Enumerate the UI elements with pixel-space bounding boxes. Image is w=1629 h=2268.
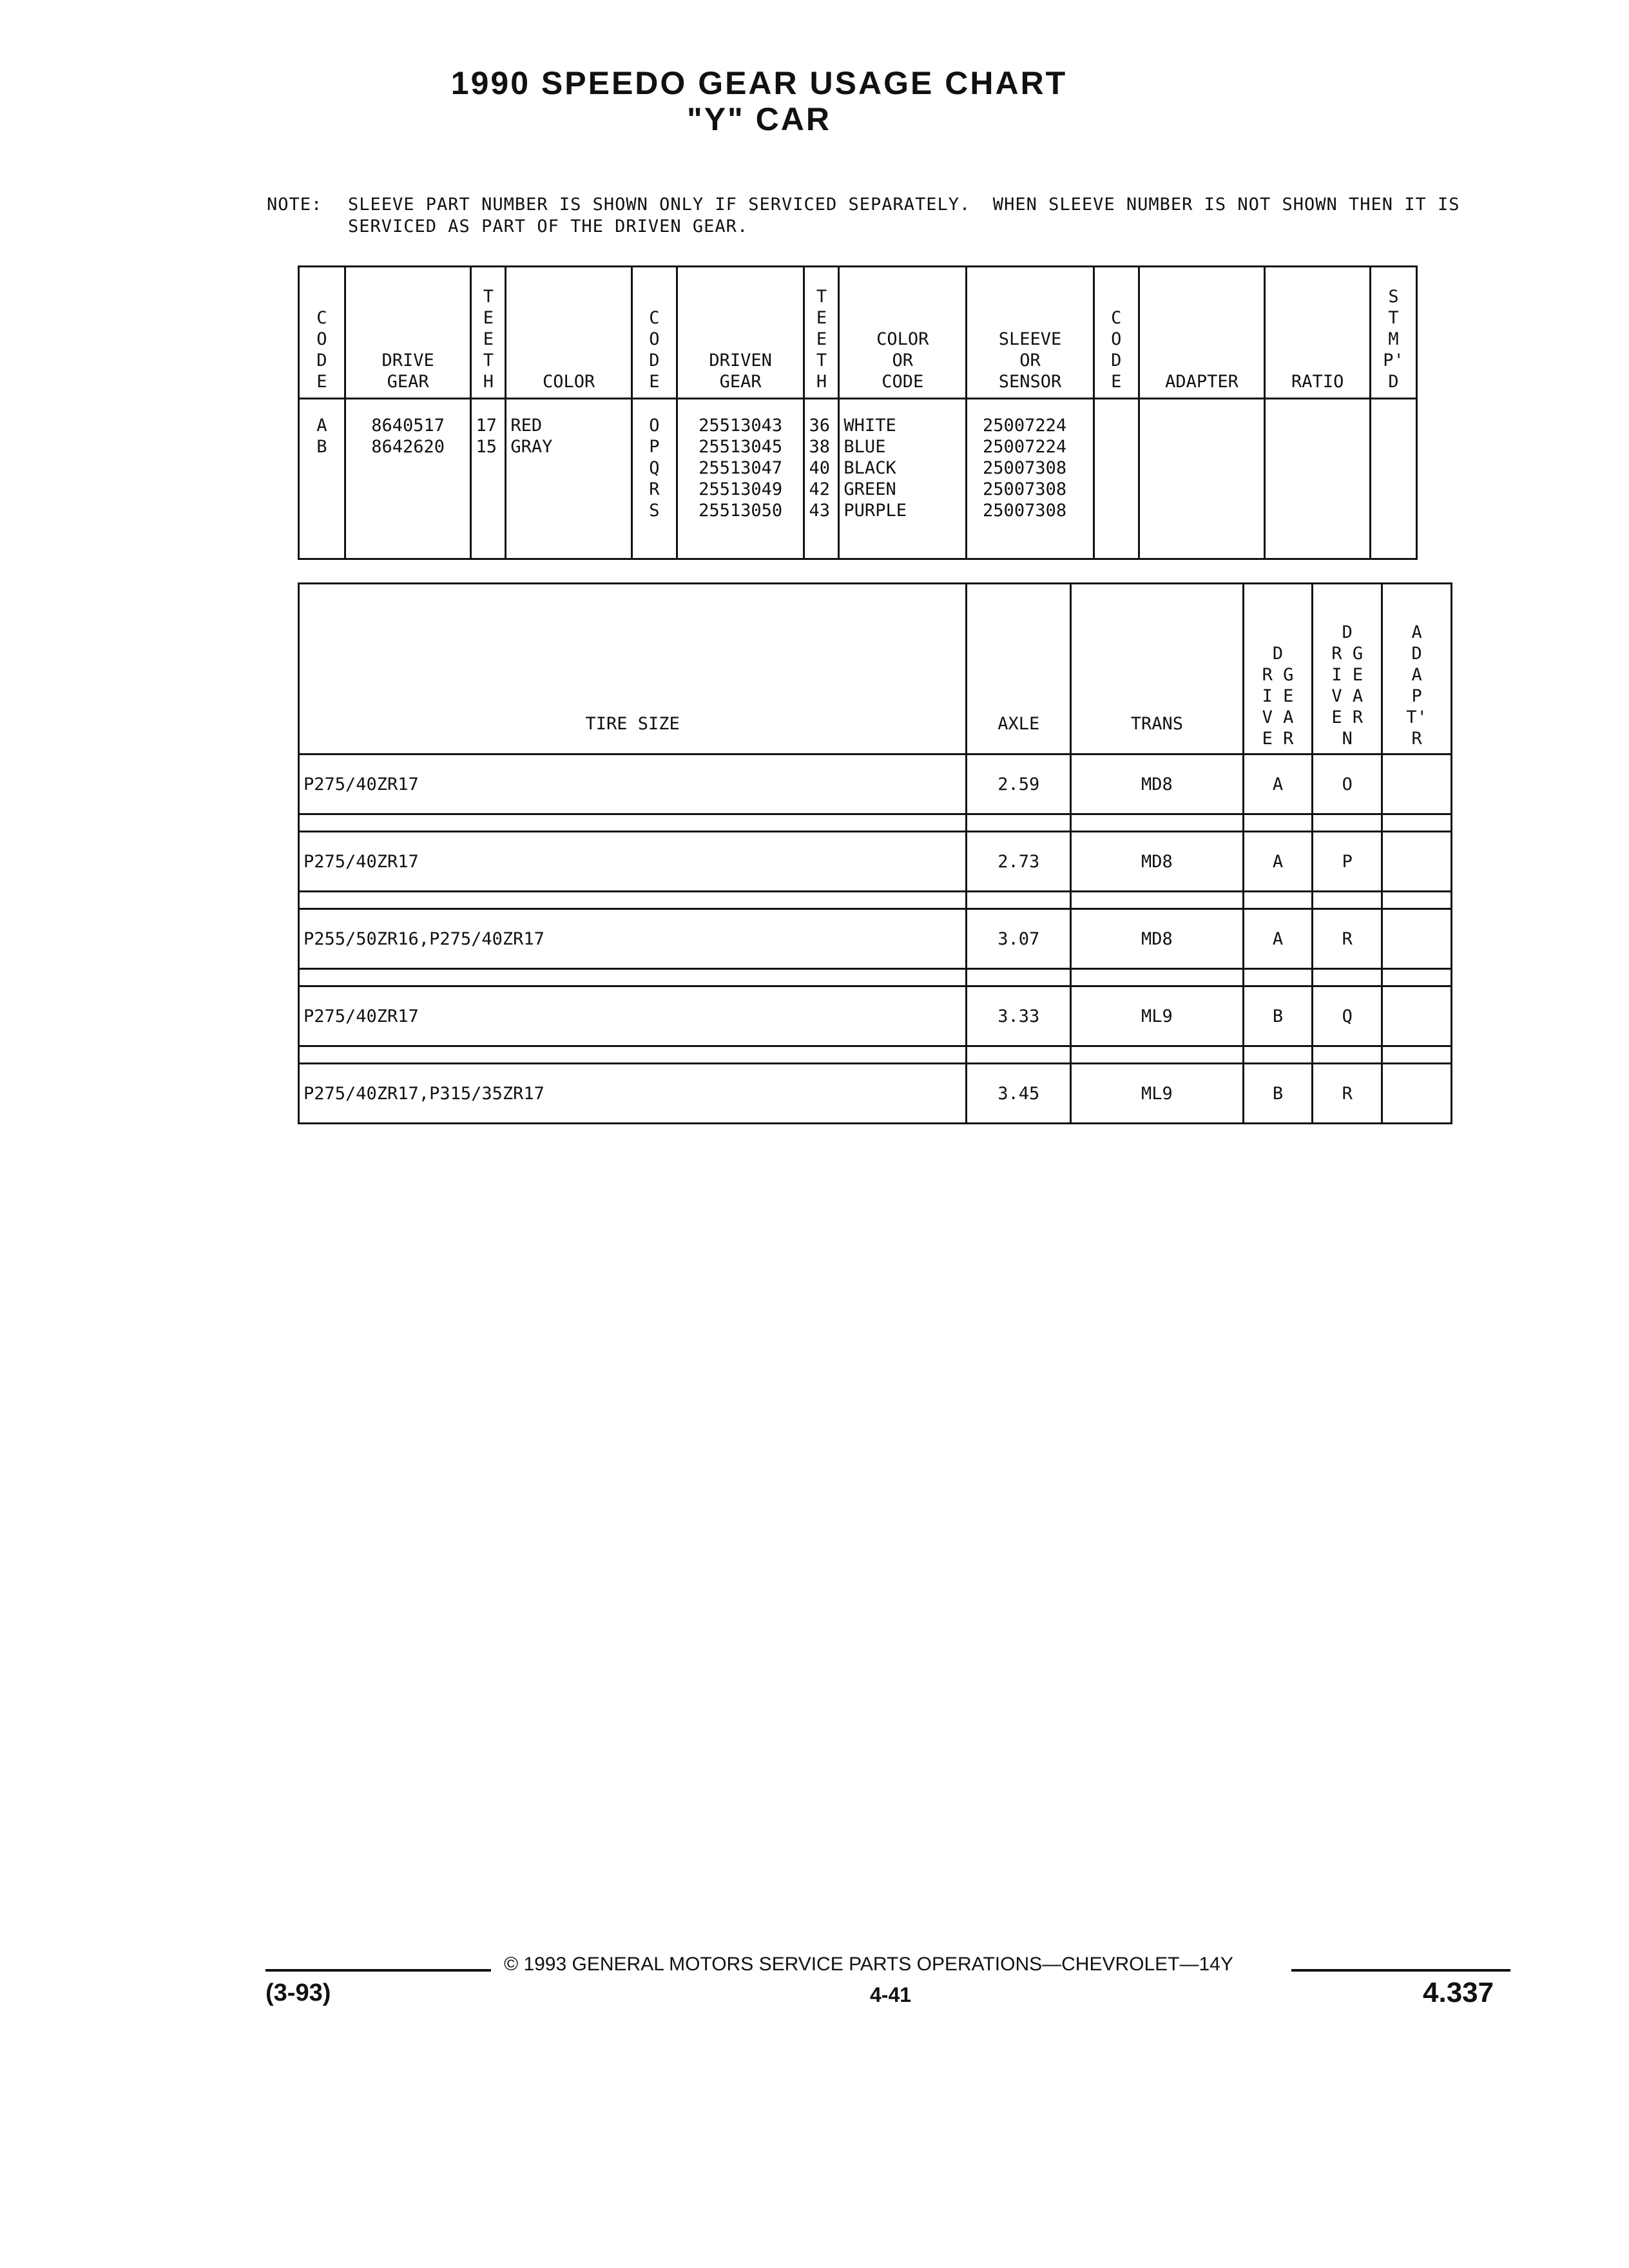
spacer-cell xyxy=(967,1046,1071,1064)
trans-cell: MD8 xyxy=(1071,909,1244,969)
header-trans: TRANS xyxy=(1071,584,1244,754)
header-driven-gear-code: D R G I E V A E R N xyxy=(1313,584,1382,754)
footer-copyright: © 1993 GENERAL MOTORS SERVICE PARTS OPERATIONS—CHEVROLET—14Y xyxy=(504,1954,1233,1975)
footer-date-code: (3-93) xyxy=(265,1979,331,2006)
footer-rule-right xyxy=(1291,1969,1510,1972)
footer-section-number: 4.337 xyxy=(1423,1977,1494,2008)
drive-gear-code-cell: A xyxy=(1243,832,1313,892)
header-code-driven: C O D E xyxy=(631,267,677,399)
axle-cell: 2.59 xyxy=(967,754,1071,814)
trans-cell: ML9 xyxy=(1071,1064,1244,1124)
drive-gear-code-cell: B xyxy=(1243,986,1313,1046)
tire-size-cell: P275/40ZR17 xyxy=(299,832,967,892)
axle-cell: 3.07 xyxy=(967,909,1071,969)
header-drive-gear-code: D R G I E V A E R xyxy=(1243,584,1313,754)
sleeve-numbers: 25007224 25007224 25007308 25007308 25007308 xyxy=(967,399,1094,559)
row-spacer xyxy=(299,892,1452,909)
adapter-code-cell xyxy=(1382,754,1452,814)
driven-colors: WHITE BLUE BLACK GREEN PURPLE xyxy=(839,399,967,559)
spacer-cell xyxy=(1243,1046,1313,1064)
tire-table xyxy=(298,582,1452,1124)
header-driven-gear: DRIVEN GEAR xyxy=(677,267,804,399)
table-row xyxy=(299,909,1452,969)
adapter-codes xyxy=(1094,399,1139,559)
header-teeth: T E E T H xyxy=(471,267,506,399)
gear-header-row xyxy=(299,267,1417,399)
footer-rule-left xyxy=(265,1969,491,1972)
driven-gear-code-cell: R xyxy=(1313,1064,1382,1124)
axle-cell: 2.73 xyxy=(967,832,1071,892)
spacer-cell xyxy=(1243,814,1313,832)
drive-teeth: 17 15 xyxy=(471,399,506,559)
note-label: NOTE: xyxy=(267,195,323,215)
axle-cell: 3.33 xyxy=(967,986,1071,1046)
tire-size-cell: P275/40ZR17 xyxy=(299,754,967,814)
spacer-cell xyxy=(1071,814,1244,832)
spacer-cell xyxy=(299,892,967,909)
spacer-cell xyxy=(1382,814,1452,832)
adapter-code-cell xyxy=(1382,832,1452,892)
table-row xyxy=(299,1064,1452,1124)
gear-body-row xyxy=(299,399,1417,559)
tire-size-cell: P275/40ZR17 xyxy=(299,986,967,1046)
tire-size-cell: P255/50ZR16,P275/40ZR17 xyxy=(299,909,967,969)
spacer-cell xyxy=(1382,892,1452,909)
adapter-code-cell xyxy=(1382,909,1452,969)
spacer-cell xyxy=(1243,969,1313,986)
footer-page-number: 4-41 xyxy=(870,1983,912,2006)
header-code: C O D E xyxy=(299,267,345,399)
stmpd-values xyxy=(1371,399,1417,559)
drive-colors: RED GRAY xyxy=(506,399,632,559)
driven-gears: 25513043 25513045 25513047 25513049 25513050 xyxy=(677,399,804,559)
header-color-or-code: COLOR OR CODE xyxy=(839,267,967,399)
header-code-adapter: C O D E xyxy=(1094,267,1139,399)
spacer-cell xyxy=(967,969,1071,986)
spacer-cell xyxy=(1071,969,1244,986)
adapter-values xyxy=(1139,399,1265,559)
adapter-code-cell xyxy=(1382,1064,1452,1124)
table-row xyxy=(299,832,1452,892)
spacer-cell xyxy=(1313,969,1382,986)
ratio-values xyxy=(1265,399,1371,559)
header-sleeve-or-sensor: SLEEVE OR SENSOR xyxy=(967,267,1094,399)
table-row xyxy=(299,754,1452,814)
spacer-cell xyxy=(967,892,1071,909)
header-drive-gear: DRIVE GEAR xyxy=(345,267,471,399)
drive-gear-code-cell: A xyxy=(1243,909,1313,969)
tire-header-row xyxy=(299,584,1452,754)
header-axle: AXLE xyxy=(967,584,1071,754)
drive-codes: A B xyxy=(299,399,345,559)
driven-gear-code-cell: Q xyxy=(1313,986,1382,1046)
driven-gear-code-cell: O xyxy=(1313,754,1382,814)
row-spacer xyxy=(299,1046,1452,1064)
trans-cell: MD8 xyxy=(1071,754,1244,814)
spacer-cell xyxy=(967,814,1071,832)
row-spacer xyxy=(299,969,1452,986)
driven-codes: O P Q R S xyxy=(631,399,677,559)
driven-teeth: 36 38 40 42 43 xyxy=(804,399,839,559)
trans-cell: ML9 xyxy=(1071,986,1244,1046)
spacer-cell xyxy=(299,969,967,986)
spacer-cell xyxy=(1243,892,1313,909)
gear-table xyxy=(298,265,1418,560)
spacer-cell xyxy=(1313,892,1382,909)
header-adapter-code: A D A P T' R xyxy=(1382,584,1452,754)
note-line-2: SERVICED AS PART OF THE DRIVEN GEAR. xyxy=(348,216,749,236)
header-stmpd: S T M P' D xyxy=(1371,267,1417,399)
trans-cell: MD8 xyxy=(1071,832,1244,892)
spacer-cell xyxy=(1071,892,1244,909)
header-teeth-driven: T E E T H xyxy=(804,267,839,399)
spacer-cell xyxy=(1382,1046,1452,1064)
header-color: COLOR xyxy=(506,267,632,399)
header-tire-size: TIRE SIZE xyxy=(299,584,967,754)
table-row xyxy=(299,986,1452,1046)
driven-gear-code-cell: R xyxy=(1313,909,1382,969)
axle-cell: 3.45 xyxy=(967,1064,1071,1124)
drive-gear-code-cell: A xyxy=(1243,754,1313,814)
drive-gears: 8640517 8642620 xyxy=(345,399,471,559)
spacer-cell xyxy=(299,814,967,832)
header-ratio: RATIO xyxy=(1265,267,1371,399)
drive-gear-code-cell: B xyxy=(1243,1064,1313,1124)
page-title: 1990 SPEEDO GEAR USAGE CHART xyxy=(450,65,1068,101)
note-line-1: SLEEVE PART NUMBER IS SHOWN ONLY IF SERVICED SEPARATELY. WHEN SLEEVE NUMBER IS NOT SHOWN THEN IT IS xyxy=(348,195,1460,215)
spacer-cell xyxy=(1382,969,1452,986)
spacer-cell xyxy=(1313,1046,1382,1064)
driven-gear-code-cell: P xyxy=(1313,832,1382,892)
tire-size-cell: P275/40ZR17,P315/35ZR17 xyxy=(299,1064,967,1124)
row-spacer xyxy=(299,814,1452,832)
adapter-code-cell xyxy=(1382,986,1452,1046)
page-subtitle: "Y" CAR xyxy=(687,101,831,137)
spacer-cell xyxy=(1071,1046,1244,1064)
spacer-cell xyxy=(299,1046,967,1064)
header-adapter: ADAPTER xyxy=(1139,267,1265,399)
spacer-cell xyxy=(1313,814,1382,832)
